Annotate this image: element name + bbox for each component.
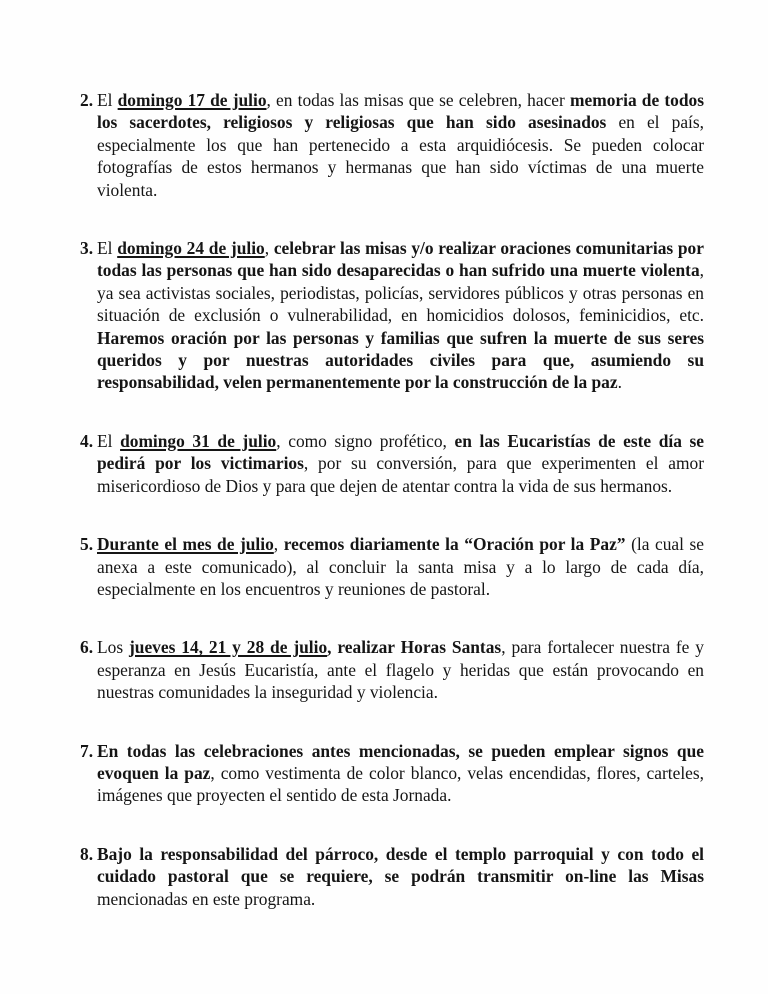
text-run: (la cual se anexa a este comunicado), al concluir la santa misa y a lo largo de cada día, especialmente en los encuentros y reuniones de pastoral. xyxy=(97,534,704,599)
item-body xyxy=(97,89,704,201)
item-number: 5. xyxy=(80,534,94,555)
emphasis-bold-run: memoria de todos los sacerdotes, religiosos y religiosas que han sido asesinados xyxy=(97,90,704,133)
list-item-4 xyxy=(80,430,704,497)
list-item-3 xyxy=(80,237,704,394)
text-run: , por su conversión, para que experimenten el amor misericordioso de Dios y para que dejen de atentar contra la vida de sus hermanos. xyxy=(97,453,704,496)
list-item-5 xyxy=(80,533,704,600)
emphasis-underlined-run: Durante el mes de julio xyxy=(97,534,274,555)
item-body xyxy=(97,237,704,394)
emphasis-bold-run: , realizar Horas Santas xyxy=(327,637,502,658)
item-number: 4. xyxy=(80,430,94,451)
emphasis-bold-run: recemos diariamente la “Oración por la Paz” xyxy=(283,534,626,555)
item-number: 7. xyxy=(80,740,94,761)
list-item-2 xyxy=(80,89,704,201)
text-run: , como signo profético, xyxy=(276,430,455,451)
emphasis-bold-run: Haremos oración por las personas y familias que sufren la muerte de sus seres queridos y por nuestras autoridades civiles para que, asumiendo su responsabilidad, velen permanentemente por la construcción de la paz xyxy=(97,327,704,393)
item-body xyxy=(97,430,704,497)
item-body xyxy=(97,636,704,703)
text-run: El xyxy=(97,430,121,451)
list-item-7 xyxy=(80,740,704,807)
item-number: 8. xyxy=(80,843,94,864)
emphasis-bold-run: celebrar las misas y/o realizar oraciones comunitarias por todas las personas que han sido desaparecidas o han sufrido una muerte violenta xyxy=(97,238,704,281)
text-run: , ya sea activistas sociales, periodistas, policías, servidores públicos y otras personas en situación de exclusión o vulnerabilidad, en homicidios dolosos, feminicidios, etc. xyxy=(97,260,704,326)
emphasis-underlined-run: domingo 31 de julio xyxy=(120,430,277,451)
item-number: 6. xyxy=(80,637,94,658)
item-body xyxy=(97,843,704,910)
item-number: 2. xyxy=(80,90,94,110)
emphasis-underlined-run: domingo 17 de julio xyxy=(117,90,267,110)
emphasis-bold-run: Bajo la responsabilidad del párroco, desde el templo parroquial y con todo el cuidado pastoral que se requiere, se podrán transmitir on-line las Misas xyxy=(97,843,704,887)
text-run: , en todas las misas que se celebren, hacer xyxy=(266,90,570,110)
emphasis-bold-run: en las Eucaristías de este día se pedirá por los victimarios xyxy=(97,430,705,474)
text-run: Los xyxy=(97,637,129,658)
item-body xyxy=(97,740,704,807)
numbered-list xyxy=(80,89,704,946)
emphasis-underlined-run: domingo 24 de julio xyxy=(117,238,265,259)
emphasis-bold-run: En todas las celebraciones antes mencionadas, se pueden emplear signos que evoquen la paz xyxy=(97,740,704,783)
text-run: mencionadas en este programa. xyxy=(97,888,316,909)
text-run: El xyxy=(97,238,118,259)
item-number: 3. xyxy=(80,238,94,259)
text-run: , xyxy=(273,534,284,555)
text-run: El xyxy=(97,90,118,110)
emphasis-underlined-run: jueves 14, 21 y 28 de julio xyxy=(128,637,328,658)
list-item-6 xyxy=(80,636,704,703)
text-run: , xyxy=(264,238,274,259)
text-run: en el país, especialmente los que han pertenecido a esta arquidiócesis. Se pueden colocar fotografías de estos hermanos y hermanas que han sido víctimas de una muerte violenta. xyxy=(97,112,704,200)
list-item-8 xyxy=(80,843,704,910)
text-run: , para fortalecer nuestra fe y esperanza en Jesús Eucaristía, ante el flagelo y heridas que están provocando en nuestras comunidades la inseguridad y violencia. xyxy=(97,637,704,703)
text-run: . xyxy=(617,372,622,393)
item-body xyxy=(97,533,704,600)
text-run: , como vestimenta de color blanco, velas encendidas, flores, carteles, imágenes que proyecten el sentido de esta Jornada. xyxy=(97,762,704,806)
